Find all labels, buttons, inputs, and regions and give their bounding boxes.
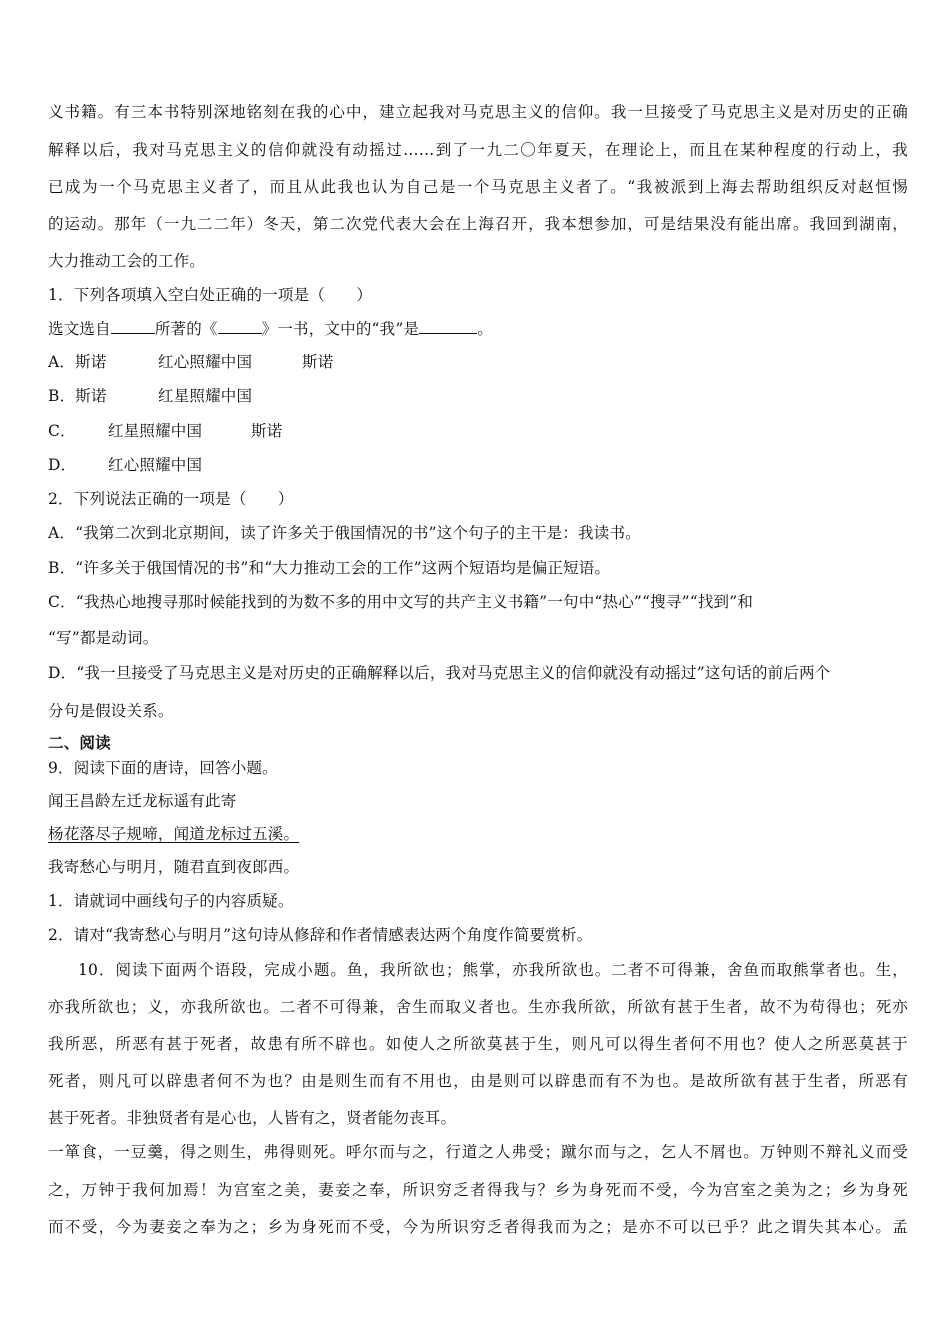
q10-line: 甚于死者。非独贤者有是心也，人皆有之，贤者能勿丧耳。 [48, 1109, 457, 1127]
q2-option-d: D．“我一旦接受了马克思主义是对历史的正确解释以后，我对马克思主义的信仰就没有动摇过”这句话的前后两个 [48, 664, 831, 682]
option-book: 红星照耀中国 [108, 422, 203, 440]
option-label: C． [48, 422, 76, 440]
q9-stem: 9．阅读下面的唐诗，回答小题。 [48, 759, 278, 777]
option-label: D． [48, 456, 77, 474]
q10-line: 我所恶，所恶有甚于死者，故患有所不辟也。如使人之所欲莫甚于生，则凡可以得生者何不用也？使人之所恶莫甚于 [48, 1035, 908, 1053]
section-heading: 二、阅读 [48, 733, 111, 752]
blank-book [218, 319, 262, 334]
q2-option-c-cont: “写”都是动词。 [48, 629, 159, 647]
option-narrator: 斯诺 [302, 353, 334, 371]
passage-line: 义书籍。有三本书特别深地铭刻在我的心中，建立起我对马克思主义的信仰。我一旦接受了马克思主义是对历史的正确 [48, 103, 908, 121]
q2-option-b: B．“许多关于俄国情况的书”和“大力推动工会的工作”这两个短语均是偏正短语。 [48, 559, 611, 577]
q1-option-d [48, 455, 908, 475]
q10-line: 10．阅读下面两个语段，完成小题。鱼，我所欲也；熊掌，亦我所欲也。二者不可得兼，舍鱼而取熊掌者也。生， [78, 961, 908, 979]
q1-fill-sentence [48, 319, 908, 339]
q9-sub-question-2: 2．请对“我寄愁心与明月”这句诗从修辞和作者情感表达两个角度作简要赏析。 [48, 926, 593, 944]
q2-option-d-cont: 分句是假设关系。 [48, 702, 174, 720]
blank-author [111, 319, 155, 334]
option-label: A．斯诺 [48, 353, 107, 371]
passage-line: 的运动。那年（一九二二年）冬天，第二次党代表大会在上海召开，我本想参加，可是结果没有能出席。我回到湖南， [48, 215, 908, 233]
passage-line: 大力推动工会的工作。 [48, 252, 206, 270]
option-book: 红星照耀中国 [158, 387, 253, 405]
q10-line: 死者，则凡可以辟患者何不为也？由是则生而有不用也，由是则可以辟患而有不为也。是故所欲有甚于生者，所恶有 [48, 1072, 908, 1090]
option-narrator: 斯诺 [251, 422, 283, 440]
poem-line-underlined: 杨花落尽子规啼，闻道龙标过五溪。 [48, 825, 300, 843]
passage-line: 解释以后，我对马克思主义的信仰就没有动摇过……到了一九二〇年夏天，在理论上，而且在某种程度的行动上，我 [48, 141, 908, 159]
poem-line-wrap [48, 824, 908, 844]
q10-para2-line: 而不受，今为妻妾之奉为之；乡为身死而不受，今为所识穷乏者得我而为之；是亦不可以已乎？此之谓失其本心。孟 [48, 1218, 908, 1236]
q1-stem: 1．下列各项填入空白处正确的一项是（ ） [48, 286, 373, 304]
poem-title: 闻王昌龄左迁龙标遥有此寄 [48, 792, 237, 810]
q10-line: 亦我所欲也；义，亦我所欲也。二者不可得兼，舍生而取义者也。生亦我所欲，所欲有甚于生者，故不为苟得也；死亦 [48, 998, 908, 1016]
poem-line: 我寄愁心与明月，随君直到夜郎西。 [48, 858, 300, 876]
q9-sub-question-1: 1．请就词中画线句子的内容质疑。 [48, 892, 294, 910]
q2-option-a: A．“我第二次到北京期间，读了许多关于俄国情况的书”这个句子的主干是：我读书。 [48, 524, 641, 542]
q10-para2-line: 之，万钟于我何加焉！为宫室之美，妻妾之奉，所识穷乏者得我与？乡为身死而不受，今为宫室之美为之；乡为身死 [48, 1181, 908, 1199]
option-label: B．斯诺 [48, 387, 107, 405]
option-book: 红心照耀中国 [108, 456, 203, 474]
q1-option-c [48, 421, 908, 441]
q1-option-b [48, 386, 908, 406]
q1-fill-part3: 》一书，文中的“我”是 [261, 320, 420, 338]
q2-stem: 2．下列说法正确的一项是（ ） [48, 490, 294, 508]
q10-para2-line: 一箪食，一豆羹，得之则生，弗得则死。呼尔而与之，行道之人弗受；蹴尔而与之，乞人不屑也。万钟则不辩礼义而受 [48, 1143, 908, 1161]
q1-option-a [48, 352, 908, 372]
option-book: 红心照耀中国 [158, 353, 253, 371]
blank-narrator [419, 319, 477, 334]
q1-fill-part1: 选文选自 [48, 320, 111, 338]
q1-fill-part4: 。 [477, 320, 493, 338]
q2-option-c: C．“我热心地搜寻那时候能找到的为数不多的用中文写的共产主义书籍”一句中“热心”“搜寻”“找到”和 [48, 593, 754, 611]
q1-fill-part2: 所著的《 [154, 320, 218, 338]
passage-line: 已成为一个马克思主义者了，而且从此我也认为自己是一个马克思主义者了。“我被派到上海去帮助组织反对赵恒惕 [48, 178, 908, 196]
